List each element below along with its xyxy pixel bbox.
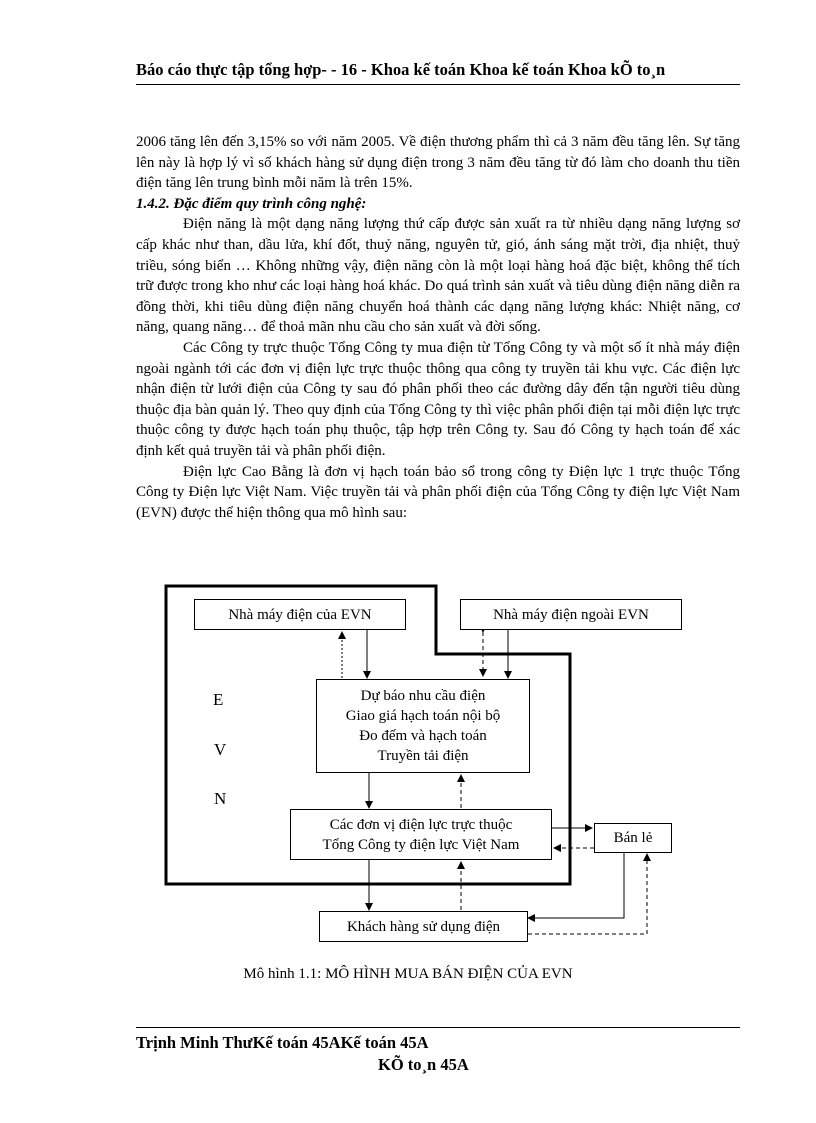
evn-letter-e: E [213,690,224,709]
box-customers: Khách hàng sử dụng điện [319,911,528,942]
section-heading: 1.4.2. Đặc điểm quy trình công nghệ: [136,195,367,212]
diagram-caption: Mô hình 1.1: MÔ HÌNH MUA BÁN ĐIỆN CỦA EVN [243,966,573,982]
paragraph-1: 2006 tăng lên đến 3,15% so với năm 2005. Về điện thương phẩm thì cả 3 năm đều tăng lên. Sự tăng lên này là hợp lý vì số khách hàng sử dụng điện trong 3 năm đều tăng từ đó làm cho doanh thu tiền điện tăng lên trung bình mỗi năm là trên 15%. [136,134,740,192]
box-retail: Bán lẻ [594,823,672,853]
paragraph-4: Điện lực Cao Bằng là đơn vị hạch toán bảo sổ trong công ty Điện lực 1 trực thuộc Tổng Công ty Điện lực Việt Nam. Việc truyền tải và phân phối điện của Tổng Công ty điện lực Việt Nam (EVN) được thể hiện thông qua mô hình sau: [136,463,740,521]
paragraph-2: Điện năng là một dạng năng lượng thứ cấp được sản xuất ra từ nhiều dạng năng lượng sơ cấp khác như than, dầu lửa, khí đốt, thuỷ năng, nguyên tử, gió, ánh sáng mặt trời, địa nhiệt, thuỷ triều, sóng biển … Không những vậy, điện năng còn là một loại hàng hoá đặc biệt, không thể tích trữ được trong kho như các loại hàng hoá khác. Do quá trình sản xuất và tiêu dùng điện năng diễn ra đồng thời, khi tiêu dùng điện năng chuyển hoá thành các dạng năng lượng khác: Nhiệt năng, cơ năng, quang năng… để thoả mãn nhu cầu cho sản xuất và đời sống. [136,216,740,336]
footer-line-2: KÕ to¸n 45A [378,1055,469,1074]
footer-line-1: Trịnh Minh ThưKế toán 45AKế toán 45A [136,1033,429,1052]
evn-letter-v: V [214,740,227,759]
box-outside-plant: Nhà máy điện ngoài EVN [460,599,682,630]
evn-letter-n: N [214,789,227,808]
box-power-units: Các đơn vị điện lực trực thuộc Tổng Công ty điện lực Việt Nam [290,809,552,860]
page-header: Báo cáo thực tập tổng hợp- - 16 - Khoa kế toán Khoa kế toán Khoa kÕ to¸n [136,60,740,85]
footer-rule [136,1027,740,1028]
paragraph-3: Các Công ty trực thuộc Tổng Công ty mua điện từ Tổng Công ty và một số ít nhà máy điện ngoài ngành tới các đơn vị điện lực trực thuộc thông qua công ty truyền tải khu vực. Các điện lực nhận điện từ lưới điện của Công ty sau đó phân phối theo các đường dây đến tận người tiêu dùng thuộc địa bàn quản lý. Theo quy định của Tổng Công ty thì việc phân phối điện tại mỗi điện lực trực thuộc công ty được hạch toán phụ thuộc, tập hợp trên Công ty. Sau đó Công ty hạch toán để xác định kết quả truyền tải và phân phối điện. [136,339,740,459]
box-evn-plant: Nhà máy điện của EVN [194,599,406,630]
arrow-customers-to-retail [528,854,647,934]
box-transmission-center: Dự báo nhu cầu điện Giao giá hạch toán nội bộ Đo đếm và hạch toán Truyền tải điện [316,679,530,773]
